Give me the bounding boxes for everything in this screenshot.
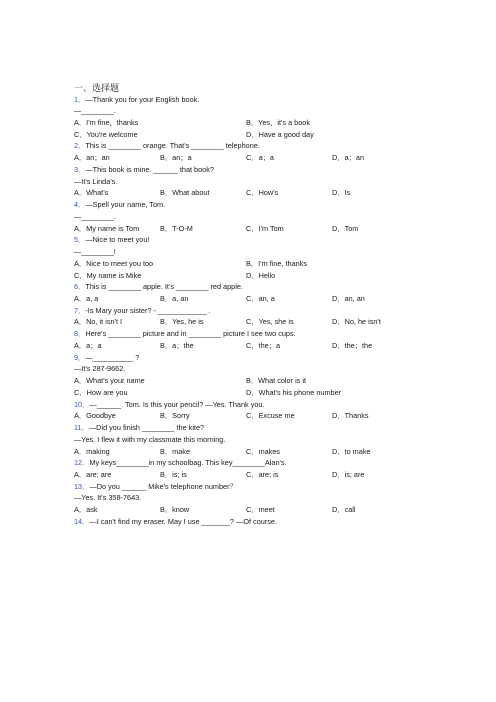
- question-text: My keys________in my schoolbag. This key________Alan's.: [89, 458, 287, 468]
- question-text: —I can't find my eraser. May I use _______? —Of course.: [89, 516, 277, 526]
- answer-option: D．call: [332, 505, 356, 515]
- answer-option: D．Is: [332, 188, 351, 198]
- question-stem: [74, 424, 474, 432]
- question-text: This is ________ orange. That's ________ telephone.: [85, 141, 260, 151]
- question-line: [74, 213, 474, 221]
- answer-option: D．the；the: [332, 340, 373, 350]
- answer-option: C．How's: [246, 188, 279, 198]
- options-row: [74, 260, 474, 268]
- answer-option: A．Nice to meet you too: [74, 258, 154, 268]
- question-line: [74, 178, 474, 186]
- question-number: 2．: [74, 141, 86, 151]
- answer-option: C．an, a: [246, 293, 275, 303]
- answer-option: B．T-O-M: [160, 223, 193, 233]
- answer-option: C．How are you: [74, 387, 128, 397]
- question-number: 4．: [74, 200, 86, 210]
- answer-option: B．is; is: [160, 470, 187, 479]
- question-line: [74, 107, 474, 115]
- answer-option: B．a；the: [160, 340, 194, 350]
- question-number: 11．: [74, 423, 89, 433]
- answer-option: B．Yes，it's a book: [246, 117, 310, 127]
- options-row: [74, 506, 474, 514]
- answer-option: B．What color is it: [246, 376, 307, 386]
- options-row: [74, 131, 474, 139]
- question-text: —________!: [74, 247, 116, 257]
- question-number: 13．: [74, 481, 90, 491]
- answer-option: D．No, he isn't: [332, 317, 381, 327]
- question-text: —Yes. It's 358-7643.: [74, 493, 142, 503]
- answer-option: C．You're welcome: [74, 129, 138, 139]
- answer-option: A．a；a: [74, 340, 102, 350]
- question-text: —It's 287-9662.: [74, 364, 126, 374]
- question-text: —Did you finish ________ the kite?: [88, 423, 205, 433]
- answer-option: D．is; are: [332, 470, 365, 479]
- question-number: 10．: [74, 399, 90, 409]
- answer-option: D．Thanks: [332, 411, 369, 421]
- options-row: [74, 377, 474, 385]
- question-stem: [74, 236, 474, 244]
- answer-option: D．Have a good day: [246, 129, 314, 139]
- answer-option: A．I'm fine，thanks: [74, 117, 139, 127]
- question-stem: [74, 96, 474, 104]
- question-number: 3．: [74, 164, 86, 174]
- answer-option: B．Yes, he is: [160, 317, 204, 327]
- question-number: 6．: [74, 282, 86, 292]
- question-text: This is ________ apple. It's ________ red apple.: [85, 282, 243, 292]
- options-row: [74, 471, 474, 479]
- options-row: [74, 389, 474, 397]
- options-row: [74, 154, 474, 162]
- options-row: [74, 119, 474, 127]
- question-stem: [74, 307, 474, 315]
- options-row: [74, 412, 474, 420]
- question-line: [74, 365, 474, 373]
- question-stem: [74, 483, 474, 491]
- answer-option: A．are; are: [74, 470, 112, 479]
- answer-option: B．Sorry: [160, 411, 190, 421]
- answer-option: D．an, an: [332, 293, 365, 303]
- answer-option: B．a, an: [160, 293, 189, 303]
- question-line: [74, 436, 474, 444]
- answer-option: A．What's your name: [74, 376, 145, 386]
- answer-option: D．What's his phone number: [246, 387, 342, 397]
- question-text: —________.: [74, 106, 116, 116]
- answer-option: C．I'm Tom: [246, 223, 284, 233]
- question-text: —______. Tom. Is this your pencil? —Yes. Thank you.: [89, 399, 265, 409]
- question-text: —________.: [74, 211, 116, 221]
- section-title: 一、选择题: [74, 83, 120, 93]
- question-number: 9．: [74, 352, 86, 362]
- answer-option: C．the；a: [246, 340, 281, 350]
- question-number: 14．: [74, 516, 90, 526]
- question-number: 7．: [74, 305, 86, 315]
- question-line: [74, 248, 474, 256]
- answer-option: C．a；a: [246, 153, 274, 163]
- options-row: [74, 295, 474, 303]
- answer-option: B．What about: [160, 188, 210, 198]
- question-stem: [74, 166, 474, 174]
- question-stem: [74, 459, 474, 467]
- answer-option: C．My name is Mike: [74, 270, 142, 280]
- answer-option: A．Goodbye: [74, 411, 116, 421]
- question-text: —Do you ______ Mike's telephone number？: [89, 481, 237, 491]
- question-stem: [74, 283, 474, 291]
- answer-option: B．know: [160, 505, 190, 515]
- question-text: —This book is mine. ______ that book?: [85, 164, 214, 174]
- answer-option: C．meet: [246, 505, 275, 515]
- question-text: —Yes. I flew it with my classmate this morning.: [74, 434, 226, 444]
- question-stem: [74, 330, 474, 338]
- options-row: [74, 318, 474, 326]
- options-row: [74, 342, 474, 350]
- answer-option: D．to make: [332, 446, 371, 456]
- question-stem: [74, 518, 474, 526]
- answer-option: A．What's: [74, 188, 109, 198]
- options-row: [74, 225, 474, 233]
- answer-option: B．make: [160, 446, 191, 456]
- question-number: 12．: [74, 458, 90, 468]
- options-row: [74, 189, 474, 197]
- answer-option: A．making: [74, 446, 110, 456]
- answer-option: B．an；a: [160, 153, 192, 163]
- answer-option: A．No, it isn't I: [74, 317, 123, 327]
- answer-option: A．a, a: [74, 293, 99, 303]
- question-number: 1．: [74, 94, 86, 104]
- answer-option: A．My name is Tom: [74, 223, 140, 233]
- question-number: 5．: [74, 235, 86, 245]
- question-text: —__________ ?: [85, 352, 140, 362]
- question-list: [74, 83, 474, 530]
- question-text: —It's Linda's.: [74, 176, 118, 186]
- question-stem: [74, 201, 474, 209]
- question-text: -Is Mary your sister? - ____________ .: [85, 305, 211, 315]
- answer-option: B．I'm fine, thanks: [246, 258, 308, 268]
- answer-option: D．a；an: [332, 153, 365, 163]
- question-text: —Nice to meet you!: [85, 235, 150, 245]
- question-number: 8．: [74, 329, 86, 339]
- question-stem: [74, 354, 474, 362]
- question-text: —Spell your name, Tom.: [85, 200, 166, 210]
- answer-option: C．Yes, she is: [246, 317, 294, 327]
- question-text: Here's ________ picture and in ________ picture I see two cups.: [85, 329, 296, 339]
- question-stem: [74, 401, 474, 409]
- question-stem: [74, 142, 474, 150]
- answer-option: D．Hello: [246, 270, 276, 280]
- question-text: —Thank you for your English book.: [85, 94, 200, 104]
- options-row: [74, 272, 474, 280]
- answer-option: C．Excuse me: [246, 411, 295, 421]
- answer-option: C．makes: [246, 446, 281, 456]
- answer-option: A．ask: [74, 505, 98, 515]
- answer-option: D．Tom: [332, 223, 359, 233]
- answer-option: A．an；an: [74, 153, 110, 163]
- answer-option: C．are; is: [246, 470, 279, 479]
- options-row: [74, 448, 474, 456]
- question-line: [74, 494, 474, 502]
